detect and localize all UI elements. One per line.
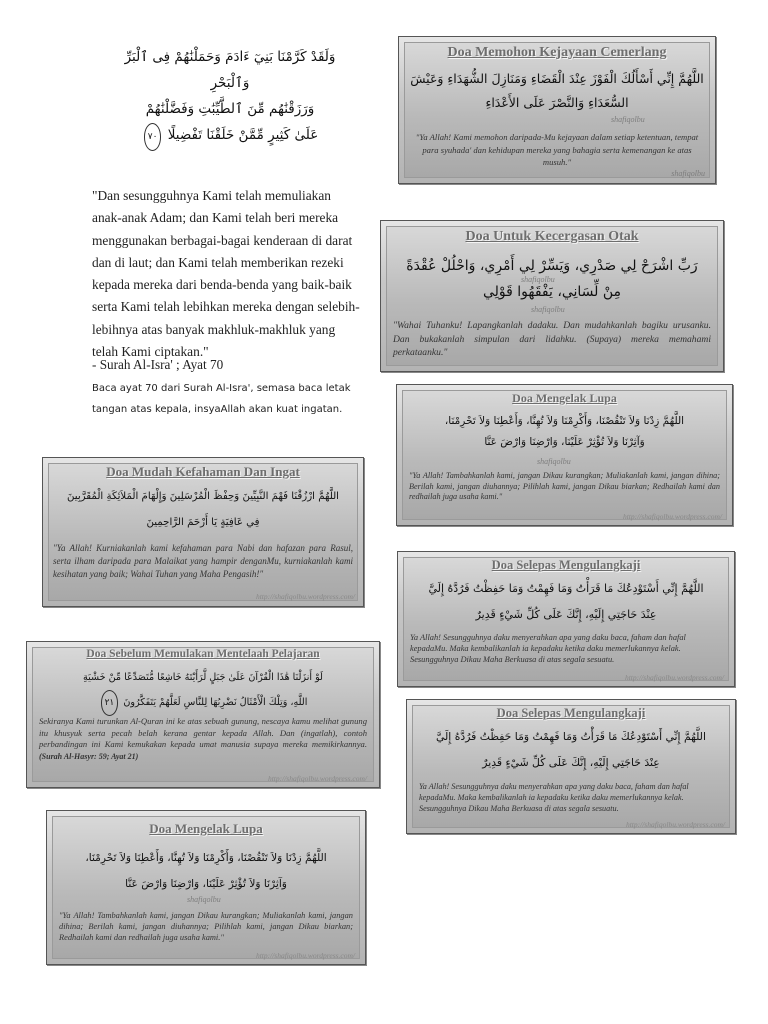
card-url: http://shafiqolbu.wordpress.com/ xyxy=(625,820,725,829)
card-arabic-line: فِي عَافِيَةٍ يَا أَرْحَمَ الرَّاحِمِينَ xyxy=(146,517,260,528)
card-arabic-line: وَآثِرْنَا وَلاَ تُؤْثِرْ عَلَيْنَا، وَارْضِنَا وَارْضَ عَنَّا xyxy=(484,436,645,448)
card-title: Doa Mengelak Lupa xyxy=(512,391,617,405)
card-title: Doa Mengelak Lupa xyxy=(149,821,263,836)
card-url: http://shafiqolbu.wordpress.com/ xyxy=(624,673,724,682)
card-doa-selepas-mengulangkaji xyxy=(397,551,735,687)
card-arabic xyxy=(35,666,371,716)
card-arabic-line: لَوْ أَنزَلْنَا هَٰذَا الْقُرْآنَ عَلَىٰ جَبَلٍ لَّرَأَيْتَهُ خَاشِعًا مُّتَصَدِّعًا مِّنْ خَشْيَةِ xyxy=(83,672,323,683)
card-doa-mengelak-lupa xyxy=(46,810,366,965)
card-arabic xyxy=(55,845,357,897)
card-title: Doa Sebelum Memulakan Mentelaah Pelajaran xyxy=(86,648,320,660)
card-translation: "Ya Allah! Kami memohon daripada-Mu kejayaan dalam setiap ketentuan, tempat para syuhada' dan kehidupan mereka yang bahagia serta kemenangan ke atas musuh." xyxy=(415,132,699,167)
card-watermark: shafiqolbu xyxy=(187,895,221,904)
header-verse-line: وَرَزَقْنَٰهُم مِّنَ ٱلطَّيِّبَٰتِ وَفَضَّلْنَٰهُمْ xyxy=(145,101,315,117)
card-arabic-line: اللَّهُمَّ زِدْنَا وَلاَ تَنْقُصْنَا، وَأَكْرِمْنَا وَلاَ تُهِنَّا، وَأَعْطِنَا وَلاَ تَحْرِمْنَا، xyxy=(444,415,685,427)
card-arabic-line: عِنْدَ حَاجَتِي إِلَيْهِ، إِنَّكَ عَلَى كُلِّ شَيْءٍ قَدِيرٌ xyxy=(475,608,657,621)
header-verse-line: وَلَقَدْ كَرَّمْنَا بَنِيٓ ءَادَمَ وَحَمَلْنَٰهُمْ فِى ٱلْبَرِّ وَٱلْبَحْرِ xyxy=(124,49,336,91)
ayah-number-mark: ٢١ xyxy=(101,690,119,716)
card-arabic xyxy=(415,724,727,776)
card-doa-kefahaman xyxy=(42,457,364,607)
card-url: http://shafiqolbu.wordpress.com/ xyxy=(267,774,367,783)
card-translation: "Wahai Tuhanku! Lapangkanlah dadaku. Dan mudahkanlah bagiku urusanku. Dan bukakanlah simpulan dari lidahku. (Supaya) mereka memahami perkataanku." xyxy=(393,320,711,358)
card-title: Doa Untuk Kecergasan Otak xyxy=(465,229,639,244)
verse-translation: "Dan sesungguhnya Kami telah memuliakan anak-anak Adam; dan Kami telah beri mereka menggunakan berbagai-bagai kenderaan di darat dan di laut; dan Kami telah memberikan rezeki kepada mereka dari benda-benda yang baik-baik serta Kami telah lebihkan mereka dengan selebih-lebihnya atas banyak makhluk-makhluk yang telah Kami ciptakan." xyxy=(92,188,360,360)
card-arabic-line: اللَّهُمَّ إِنِّي أَسْتَوْدِعُكَ مَا قَرَأْتُ وَمَا فَهِمْتُ وَمَا حَفِظْتُ فَرُدَّهُ إِلَيَّ xyxy=(436,730,706,743)
card-arabic-line: مِنْ لِّسَانِي، يَفْقَهُوا قَوْلِي xyxy=(482,284,622,300)
card-watermark: shafiqolbu xyxy=(521,275,555,284)
header-verse-text: عَلَىٰ كَثِيرٍ مِّمَّنْ خَلَقْنَا تَفْضِيلًا xyxy=(167,127,319,143)
card-doa-selepas-mengulangkaji xyxy=(406,699,736,834)
card-url: http://shafiqolbu.wordpress.com/ xyxy=(622,512,722,521)
card-url: http://shafiqolbu.wordpress.com/ xyxy=(255,951,355,960)
card-arabic-text: اللَّهِ، وَتِلْكَ الْأَمْثَالُ نَضْرِبُهَا لِلنَّاسِ لَعَلَّهُمْ يَتَفَكَّرُونَ xyxy=(123,697,308,708)
card-translation: "Ya Allah! Tambahkanlah kami, jangan Dikau kurangkan; Muliakanlah kami, jangan dihina; Berilah kami, jangan diuhannya; Pilihlah kami, jangan Dikau biarkan; Redhailah kami dan redhailah juga usaha kami." xyxy=(409,471,720,501)
card-doa-otak xyxy=(380,220,724,372)
card-arabic xyxy=(406,576,726,628)
card-arabic-line: رَبِّ اشْرَحْ لِي صَدْرِي، وَيَسِّرْ لِي أَمْرِي، وَاحْلُلْ عُقْدَةً xyxy=(406,258,698,274)
card-arabic-line: اللَّهُمَّ إِنِّي أَسْأَلُكَ الْفَوْزَ عِنْدَ الْقَضَاءِ وَمَنَازِلَ الشُّهَدَاءِ وَعَيْشَ xyxy=(410,71,704,86)
card-arabic xyxy=(51,484,355,536)
card-doa-mengelak-lupa xyxy=(396,384,733,526)
card-title: Doa Memohon Kejayaan Cemerlang xyxy=(447,45,667,60)
card-source: (Surah Al-Hasyr: 59; Ayat 21) xyxy=(39,751,139,761)
card-watermark: shafiqolbu xyxy=(611,115,645,124)
card-translation: "Ya Allah! Kurniakanlah kami kefahaman para Nabi dan hafazan para Rasul, serta ilham daripada para Malaikat yang hampir denganMu, kurniakanlah kami kesihatan yang baik; Wahai Tuhan yang Maha Pengasih!" xyxy=(53,543,353,579)
card-title: Doa Selepas Mengulangkaji xyxy=(496,706,646,720)
card-arabic-line: السُّعَدَاءِ وَالنَّصْرَ عَلَى الأَعْدَاءِ xyxy=(485,95,629,110)
card-arabic-line: اللَّهُمَّ إِنِّي أَسْتَوْدِعُكَ مَا قَرَأْتُ وَمَا فَهِمْتُ وَمَا حَفِظْتُ فَرُدَّهُ إِلَيَّ xyxy=(428,582,704,595)
card-arabic-line: وَآثِرْنَا وَلاَ تُؤْثِرْ عَلَيْنَا، وَارْضِنَا وَارْضَ عَنَّا xyxy=(125,878,287,890)
card-title: Doa Selepas Mengulangkaji xyxy=(491,558,641,572)
header-verse xyxy=(110,44,350,151)
card-doa-sebelum-mentelaah xyxy=(26,641,380,788)
card-translation: Ya Allah! Sesungguhnya daku menyerahkan apa yang daku baca, faham dan hafal kepadaMu. Maka kembalikanlah ia kepadaku ketika daku memerlukannya kelak. Sesungguhnya Dikau Maha Berkuasa di atas segala sesuatu. xyxy=(410,633,686,664)
instruction-text: Baca ayat 70 dari Surah Al-Isra', semasa baca letak tangan atas kepala, insyaAllah akan kuat ingatan. xyxy=(92,383,351,415)
card-translation: "Ya Allah! Tambahkanlah kami, jangan Dikau kurangkan; Muliakanlah kami, jangan dihina; Berilah kami, jangan diuhannya; Pilihlah kami, jangan Dikau biarkan; Redhailah kami dan redhailah juga usaha kami." xyxy=(59,911,353,942)
card-url: http://shafiqolbu.wordpress.com/ xyxy=(255,592,355,601)
card-arabic-line: عِنْدَ حَاجَتِي إِلَيْهِ، إِنَّكَ عَلَى كُلِّ شَيْءٍ قَدِيرٌ xyxy=(482,756,660,769)
ayah-number-mark: ٧٠ xyxy=(144,123,162,151)
card-translation: Ya Allah! Sesungguhnya daku menyerahkan apa yang daku baca, faham dan hafal kepadaMu. Maka kembalikanlah ia kepadaku ketika daku memerlukannya kelak. Sesungguhnya Dikau Maha Berkuasa di atas segala sesuatu. xyxy=(419,782,689,813)
card-arabic-line xyxy=(35,690,371,716)
card-watermark: shafiqolbu xyxy=(537,457,571,466)
card-arabic-line: اللَّهُمَّ زِدْنَا وَلاَ تَنْقُصْنَا، وَأَكْرِمْنَا وَلاَ تُهِنَّا، وَأَعْطِنَا وَلاَ تَحْرِمْنَا، xyxy=(85,852,327,864)
card-watermark: shafiqolbu xyxy=(531,305,565,314)
card-watermark: shafiqolbu xyxy=(671,169,705,178)
header-verse-line xyxy=(110,122,350,151)
verse-reference: - Surah Al-Isra' ; Ayat 70 xyxy=(92,357,224,372)
card-translation-text: Sekiranya Kami turunkan Al-Quran ini ke atas sebuah gunung, nescaya kamu melihat gunung itu khusyuk serta pecah belah kerana gentar kepada Allah. Dan (ingatlah), contoh perbandingan ini Kami kemukakan kepada umat manusia supaya mereka memikirkannya. xyxy=(39,716,367,749)
card-title: Doa Mudah Kefahaman Dan Ingat xyxy=(106,464,300,479)
card-translation xyxy=(39,716,367,762)
card-arabic xyxy=(409,67,705,115)
card-arabic-line: اللَّهُمَّ ارْزُقْنَا فَهْمَ النَّبِيِّينَ وَحِفْظَ الْمُرْسَلِينَ وَإِلْهَامَ الْمَلاَئِكَةِ الْمُقَرَّبِينَ xyxy=(66,491,339,502)
card-arabic xyxy=(405,411,724,453)
card-doa-kejayaan xyxy=(398,36,716,184)
